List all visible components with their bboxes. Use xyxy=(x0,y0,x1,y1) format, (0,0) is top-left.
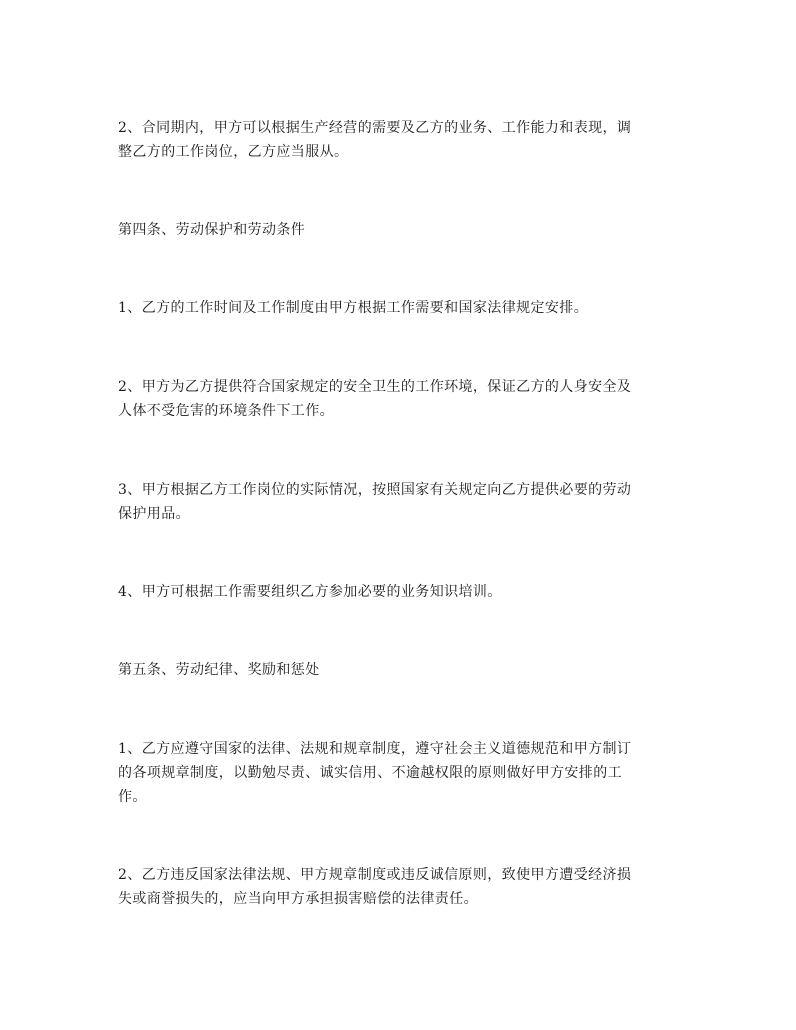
text-line: 作。 xyxy=(118,789,147,805)
text-line: 人体不受危害的环境条件下工作。 xyxy=(118,403,334,419)
text-line: 4、甲方可根据工作需要组织乙方参加必要的业务知识培训。 xyxy=(118,584,502,600)
text-line: 失或商誉损失的，应当向甲方承担损害赔偿的法律责任。 xyxy=(118,891,478,907)
text-line: 的各项规章制度，以勤勉尽责、诚实信用、不逾越权限的原则做好甲方安排的工 xyxy=(118,765,622,781)
text-line: 2、合同期内，甲方可以根据生产经营的需要及乙方的业务、工作能力和表现，调 xyxy=(118,120,632,136)
text-line: 2、甲方为乙方提供符合国家规定的安全卫生的工作环境，保证乙方的人身安全及 xyxy=(118,379,632,395)
clause-4-item-3 xyxy=(118,478,678,526)
text-line: 保护用品。 xyxy=(118,506,190,522)
clause-4-item-4 xyxy=(118,580,678,604)
clause-4-item-2 xyxy=(118,375,678,423)
text-line: 整乙方的工作岗位，乙方应当服从。 xyxy=(118,144,349,160)
text-line: 2、乙方违反国家法律法规、甲方规章制度或违反诚信原则，致使甲方遭受经济损 xyxy=(118,867,632,883)
text-line: 1、乙方应遵守国家的法律、法规和规章制度，遵守社会主义道德规范和甲方制订 xyxy=(118,741,632,757)
text-line: 1、乙方的工作时间及工作制度由甲方根据工作需要和国家法律规定安排。 xyxy=(118,300,589,316)
heading-text: 第四条、劳动保护和劳动条件 xyxy=(118,222,306,238)
section-heading-article-4 xyxy=(118,218,678,242)
section-heading-article-5 xyxy=(118,658,678,682)
clause-3-item-2 xyxy=(118,116,678,164)
clause-5-item-2 xyxy=(118,863,678,911)
clause-5-item-1 xyxy=(118,737,678,809)
heading-text: 第五条、劳动纪律、奖励和惩处 xyxy=(118,662,320,678)
text-line: 3、甲方根据乙方工作岗位的实际情况，按照国家有关规定向乙方提供必要的劳动 xyxy=(118,482,632,498)
clause-4-item-1 xyxy=(118,296,678,320)
